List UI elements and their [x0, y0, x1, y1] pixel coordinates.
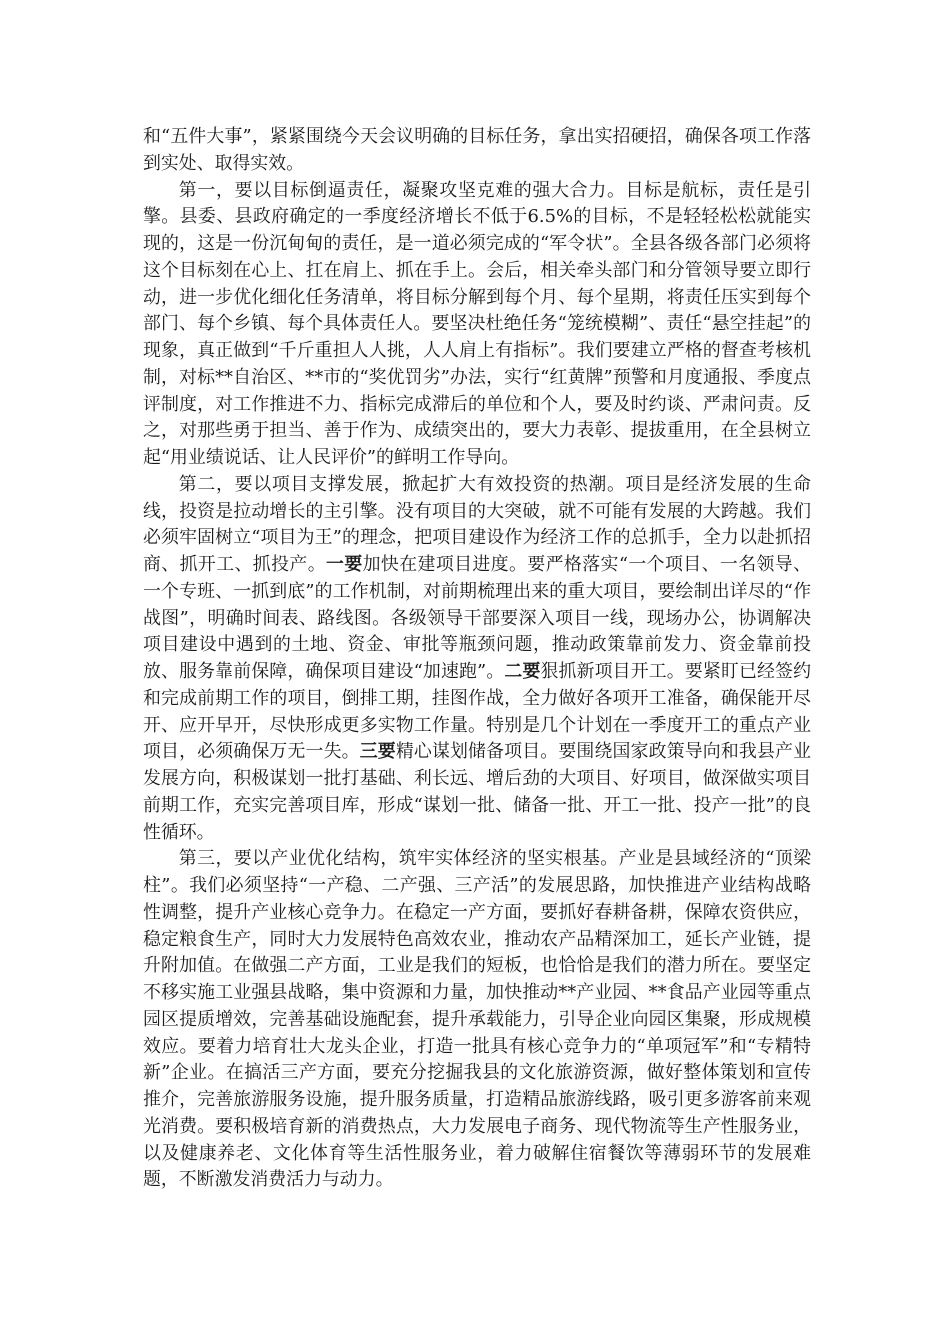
- paragraph-third-point: 第三，要以产业优化结构，筑牢实体经济的坚实根基。产业是县域经济的“顶梁柱”。我们必须坚持“一产稳、二产强、三产活”的发展思路，加快推进产业结构战略性调整，提升产业核心竞争力。在稳定一产方面，要抓好春耕备耕，保障农资供应，稳定粮食生产，同时大力发展特色高效农业，推动农产品精深加工，延长产业链，提升附加值。在做强二产方面，工业是我们的短板，也恰恰是我们的潜力所在。要坚定不移实施工业强县战略，集中资源和力量，加快推动**产业园、**食品产业园等重点园区提质增效，完善基础设施配套，提升承载能力，引导企业向园区集聚，形成规模效应。要着力培育壮大龙头企业，打造一批具有核心竞争力的“单项冠军”和“专精特新”企业。在搞活三产方面，要充分挖掘我县的文化旅游资源，做好整体策划和宣传推介，完善旅游服务设施，提升服务质量，打造精品旅游线路，吸引更多游客前来观光消费。要积极培育新的消费热点，大力发展电子商务、现代物流等生产性服务业，以及健康养老、文化体育等生活性服务业，着力破解住宿餐饮等薄弱环节的发展难题，不断激发消费活力与动力。: [143, 848, 811, 1191]
- paragraph-second-point: [143, 472, 811, 847]
- paragraph-second-part3: 精心谋划储备项目。要围绕国家政策导向和我县产业发展方向，积极谋划一批打基础、利长远、增后劲的大项目、好项目，做深做实项目前期工作，充实完善项目库，形成“谋划一批、储备一批、开工一批、投产一批”的良性循环。: [143, 741, 811, 843]
- keyword-first: 一要: [326, 554, 363, 575]
- keyword-third: 三要: [359, 741, 396, 763]
- paragraph-first-point: 第一，要以目标倒逼责任，凝聚攻坚克难的强大合力。目标是航标，责任是引擎。县委、县政府确定的一季度经济增长不低于6.5%的目标，不是轻轻松松就能实现的，这是一份沉甸甸的责任，是一道必须完成的“军令状”。全县各级各部门必须将这个目标刻在心上、扛在肩上、抓在手上。会后，相关牵头部门和分管领导要立即行动，进一步优化细化任务清单，将目标分解到每个月、每个星期，将责任压实到每个部门、每个乡镇、每个具体责任人。要坚决杜绝任务“笼统模糊”、责任“悬空挂起”的现象，真正做到“千斤重担人人挑，人人肩上有指标”。我们要建立严格的督查考核机制，对标**自治区、**市的“奖优罚劣”办法，实行“红黄牌”预警和月度通报、季度点评制度，对工作推进不力、指标完成滞后的单位和个人，要及时约谈、严肃问责。反之，对那些勇于担当、善于作为、成绩突出的，要大力表彰、提拔重用，在全县树立起“用业绩说话、让人民评价”的鲜明工作导向。: [143, 179, 811, 468]
- keyword-second: 二要: [504, 661, 541, 682]
- document-body: [143, 124, 811, 1194]
- paragraph-second-intro: 第二，要以项目支撑发展，掀起扩大有效投资的热潮。项目是经济发展的生命线，投资是拉动增长的主引擎。没有项目的大突破，就不可能有发展的大跨越。我们必须牢固树立“项目为王”的理念，把项目建设作为经济工作的总抓手，全力以赴抓招商、抓开工、抓投产。: [143, 473, 811, 575]
- paragraph-second-part1: 加快在建项目进度。要严格落实“一个项目、一名领导、一个专班、一抓到底”的工作机制，对前期梳理出来的重大项目，要绘制出详尽的“作战图”，明确时间表、路线图。各级领导干部要深入项目一线，现场办公，协调解决项目建设中遇到的土地、资金、审批等瓶颈问题，推动政策靠前发力、资金靠前投放、服务靠前保障，确保项目建设“加速跑”。: [143, 554, 811, 682]
- paragraph-continuation: 和“五件大事”，紧紧围绕今天会议明确的目标任务，拿出实招硬招，确保各项工作落到实处、取得实效。: [143, 126, 811, 174]
- paragraph-second-part2: 狠抓新项目开工。要紧盯已经签约和完成前期工作的项目，倒排工期，挂图作战，全力做好各项开工准备，确保能开尽开、应开早开，尽快形成更多实物工作量。特别是几个计划在一季度开工的重点产业项目，必须确保万无一失。: [143, 661, 811, 763]
